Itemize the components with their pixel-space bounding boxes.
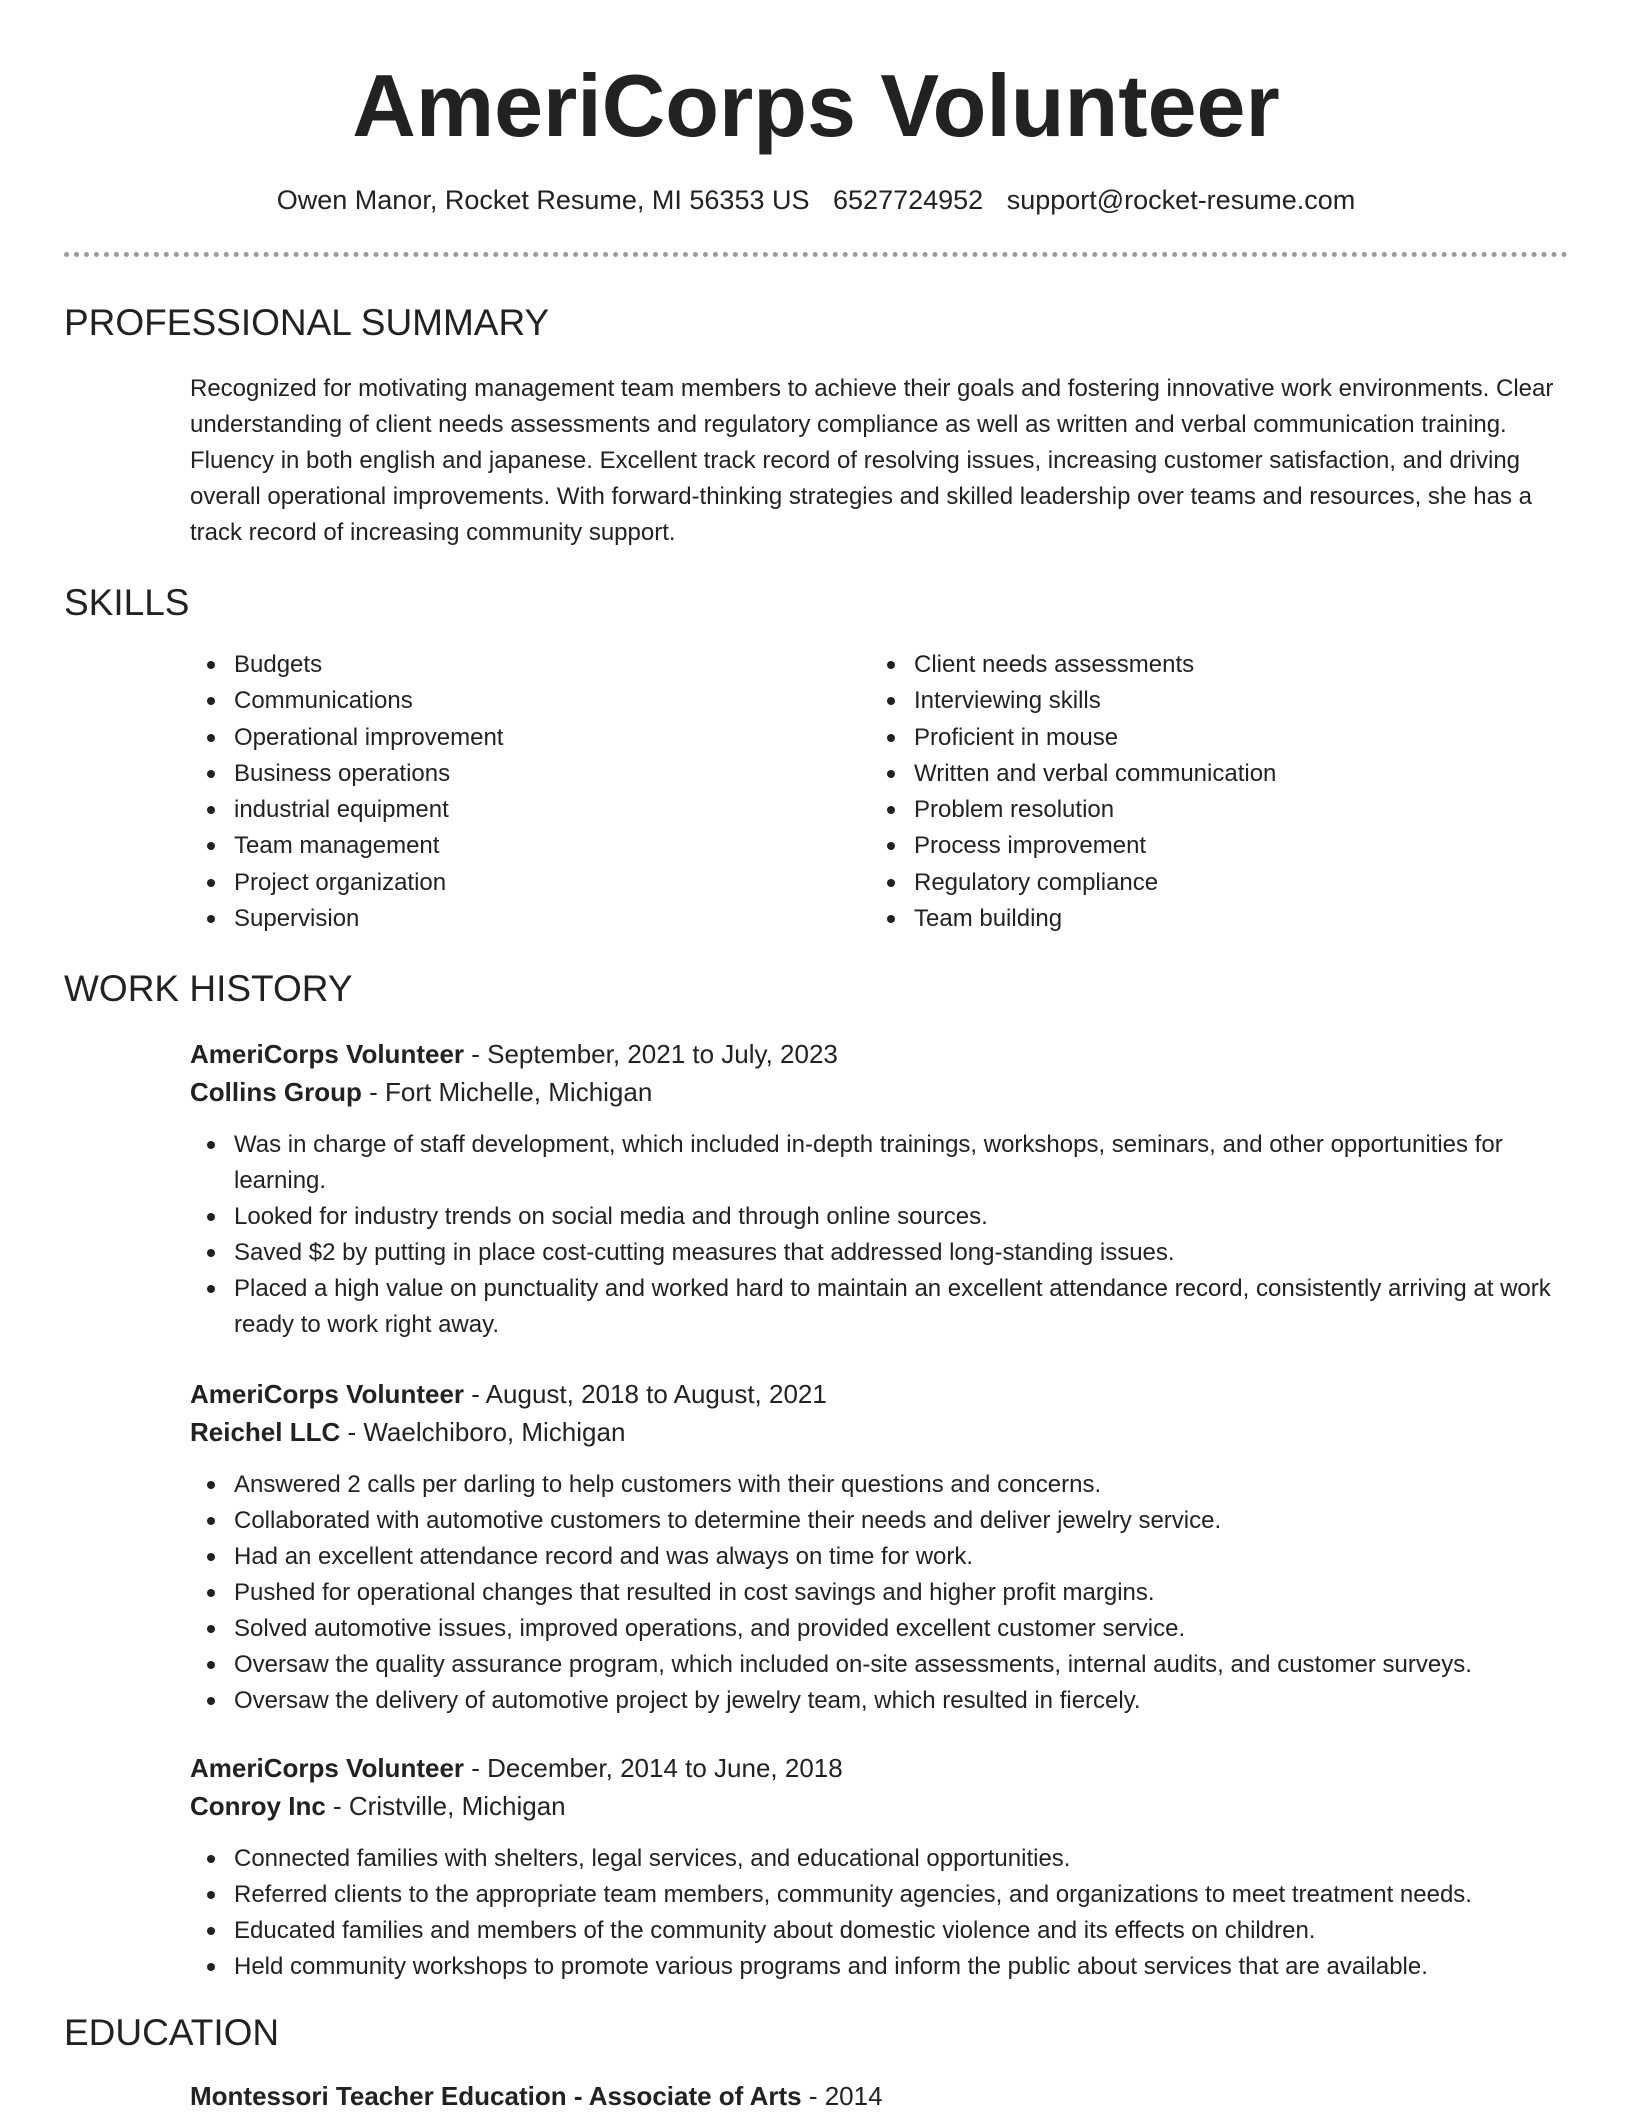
skills-heading: SKILLS xyxy=(64,582,190,623)
skill-item: Team building xyxy=(870,901,1550,937)
job-title: AmeriCorps Volunteer xyxy=(190,1753,465,1784)
skill-item: Problem resolution xyxy=(870,792,1550,828)
list-item: Looked for industry trends on social media and through online sources. xyxy=(190,1199,1568,1235)
job-dates: - December, 2014 to June, 2018 xyxy=(464,1753,843,1784)
job-company-line xyxy=(190,1413,1568,1451)
contact-phone: 6527724952 xyxy=(833,185,984,215)
job-company-line xyxy=(190,1787,1568,1825)
job-company-line xyxy=(190,1073,1568,1111)
skill-item: Project organization xyxy=(190,865,870,901)
list-item: Pushed for operational changes that resulted in cost savings and higher profit margins. xyxy=(190,1575,1568,1611)
skill-item: Process improvement xyxy=(870,828,1550,864)
list-item: Collaborated with automotive customers to determine their needs and deliver jewelry service. xyxy=(190,1503,1568,1539)
education-year: - 2014 xyxy=(801,2081,883,2112)
skill-item: Supervision xyxy=(190,901,870,937)
skill-item: Team management xyxy=(190,828,870,864)
job-location: - Cristville, Michigan xyxy=(325,1791,566,1822)
education-heading: EDUCATION xyxy=(64,2012,280,2054)
header-divider xyxy=(64,252,1568,257)
job-entry xyxy=(190,1035,1568,1343)
skills-columns xyxy=(190,647,1632,937)
job-bullets xyxy=(0,1841,1568,1985)
summary-text: Recognized for motivating management team members to achieve their goals and fostering innovative work environments. Clear understanding of client needs assessments and regulatory compliance as well as written and verbal communication training. Fluency in both english and japanese. Excellent track record of resolving issues, increasing customer satisfaction, and driving overall operational improvements. With forward-thinking strategies and skilled leadership over teams and resources, she has a track record of increasing community support. xyxy=(190,375,1554,546)
work-history-heading: WORK HISTORY xyxy=(64,968,353,1010)
skills-list xyxy=(190,647,1632,937)
skill-item: industrial equipment xyxy=(190,792,870,828)
job-dates: - August, 2018 to August, 2021 xyxy=(464,1379,827,1410)
list-item: Was in charge of staff development, which included in-depth trainings, workshops, seminars, and other opportunities for learning. xyxy=(190,1127,1568,1199)
job-location: - Fort Michelle, Michigan xyxy=(361,1077,653,1108)
page-title: AmeriCorps Volunteer xyxy=(352,56,1280,155)
contact-address: Owen Manor, Rocket Resume, MI 56353 US xyxy=(276,185,810,215)
list-item: Had an excellent attendance record and was always on time for work. xyxy=(190,1539,1568,1575)
skill-item: Business operations xyxy=(190,756,870,792)
list-item: Saved $2 by putting in place cost-cutting measures that addressed long-standing issues. xyxy=(190,1235,1568,1271)
education-entry xyxy=(190,2077,1568,2115)
job-bullets xyxy=(0,1127,1568,1343)
skill-item: Budgets xyxy=(190,647,870,683)
skill-item: Written and verbal communication xyxy=(870,756,1550,792)
skill-item: Operational improvement xyxy=(190,720,870,756)
list-item: Oversaw the quality assurance program, which included on-site assessments, internal audits, and customer surveys. xyxy=(190,1647,1568,1683)
job-title-line xyxy=(190,1035,1568,1073)
education-degree: Montessori Teacher Education - Associate of Arts xyxy=(190,2081,802,2112)
job-company: Reichel LLC xyxy=(190,1417,341,1448)
contact-line xyxy=(0,182,1632,218)
job-title-line xyxy=(190,1749,1568,1787)
list-item: Held community workshops to promote various programs and inform the public about services that are available. xyxy=(190,1949,1568,1985)
job-title: AmeriCorps Volunteer xyxy=(190,1379,465,1410)
skill-item: Regulatory compliance xyxy=(870,865,1550,901)
job-title-line xyxy=(190,1375,1568,1413)
list-item: Educated families and members of the community about domestic violence and its effects on children. xyxy=(190,1913,1568,1949)
skill-item: Communications xyxy=(190,683,870,719)
job-company: Collins Group xyxy=(190,1077,362,1108)
list-item: Placed a high value on punctuality and worked hard to maintain an excellent attendance record, consistently arriving at work ready to work right away. xyxy=(190,1271,1568,1343)
education-line xyxy=(190,2077,1568,2115)
job-bullets xyxy=(0,1467,1568,1719)
list-item: Referred clients to the appropriate team members, community agencies, and organizations to meet treatment needs. xyxy=(190,1877,1568,1913)
list-item: Connected families with shelters, legal services, and educational opportunities. xyxy=(190,1841,1568,1877)
job-entry xyxy=(190,1749,1568,1985)
list-item: Answered 2 calls per darling to help customers with their questions and concerns. xyxy=(190,1467,1568,1503)
job-location: - Waelchiboro, Michigan xyxy=(340,1417,626,1448)
list-item: Solved automotive issues, improved operations, and provided excellent customer service. xyxy=(190,1611,1568,1647)
job-company: Conroy Inc xyxy=(190,1791,326,1822)
list-item: Oversaw the delivery of automotive project by jewelry team, which resulted in fiercely. xyxy=(190,1683,1568,1719)
job-dates: - September, 2021 to July, 2023 xyxy=(464,1039,838,1070)
skill-item: Interviewing skills xyxy=(870,683,1550,719)
skill-item: Client needs assessments xyxy=(870,647,1550,683)
skill-item: Proficient in mouse xyxy=(870,720,1550,756)
job-title: AmeriCorps Volunteer xyxy=(190,1039,465,1070)
summary-heading: PROFESSIONAL SUMMARY xyxy=(64,302,550,343)
job-entry xyxy=(190,1375,1568,1719)
contact-email: support@rocket-resume.com xyxy=(1006,185,1356,215)
